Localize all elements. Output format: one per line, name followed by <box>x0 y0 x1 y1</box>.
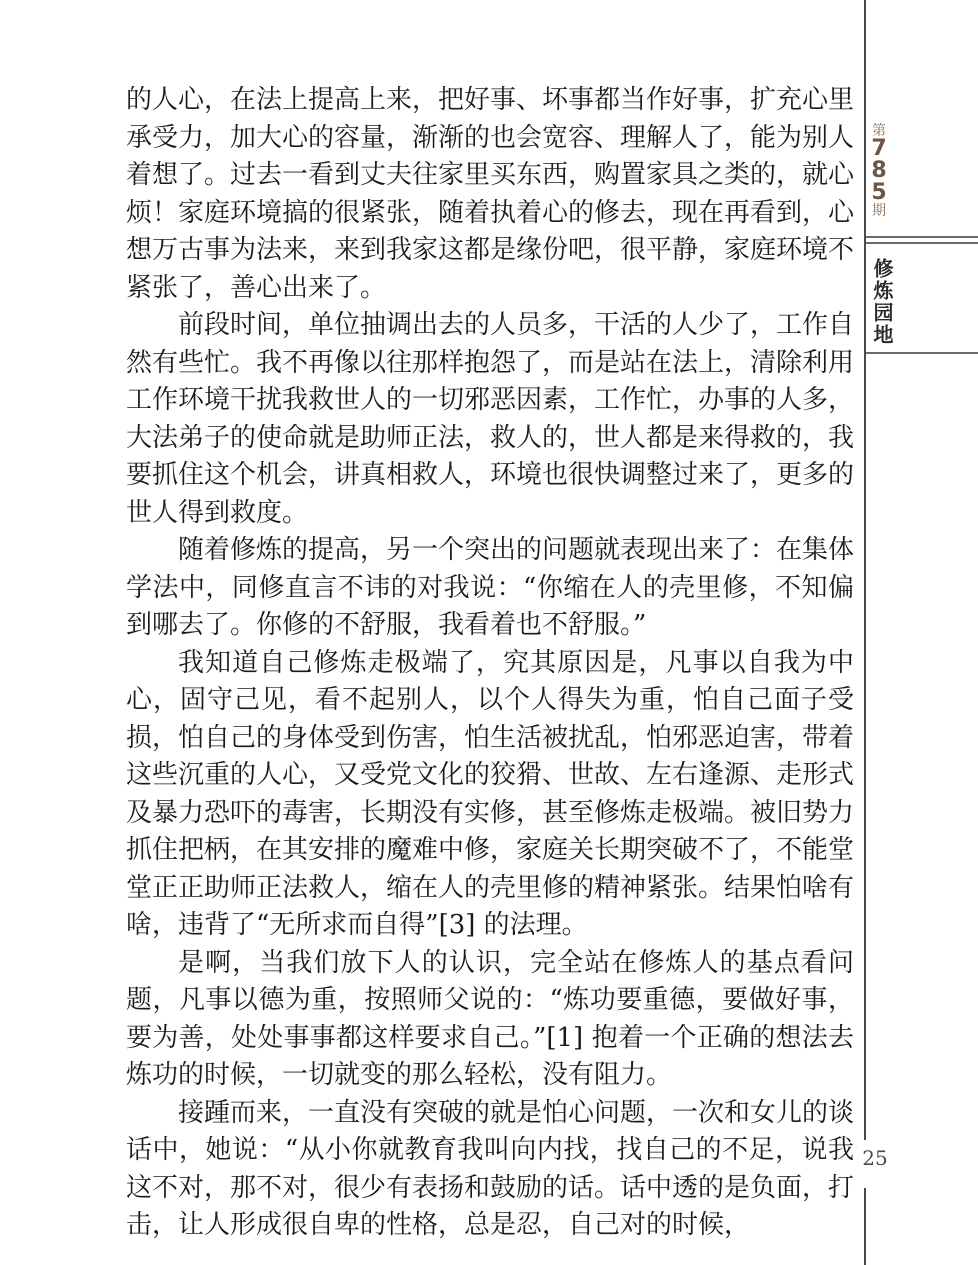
paragraph-1: 的人心，在法上提高上来，把好事、坏事都当作好事，扩充心里承受力，加大心的容量，渐渐的也会宽容、理解人了，能为别人着想了。过去一看到丈夫往家里买东西，购置家具之类的，就心烦！家庭环境搞的很紧张，随着执着心的修去，现在再看到，心想万古事为法来，来到我家这都是缘份吧，很平静，家庭环境不紧张了，善心出来了。 <box>126 85 855 303</box>
issue-marker <box>868 124 890 218</box>
sidebar-divider-bottom <box>866 242 978 244</box>
issue-digit-1: 7 <box>871 136 887 161</box>
issue-suffix: 期 <box>872 203 886 219</box>
article-body <box>126 82 854 1245</box>
paragraph-3: 随着修炼的提高，另一个突出的问题就表现出来了：在集体学法中，同修直言不讳的对我说：“你缩在人的壳里修，不知偏到哪去了。你修的不舒服，我看着也不舒服。” <box>126 535 855 640</box>
sidebar-divider-top <box>866 236 978 238</box>
paragraph-2: 前段时间，单位抽调出去的人员多，干活的人少了，工作自然有些忙。我不再像以往那样抱怨了，而是站在法上，清除利用工作环境干扰我救世人的一切邪恶因素，工作忙，办事的人多，大法弟子的使命就是助师正法，救人的，世人都是来得救的，我要抓住这个机会，讲真相救人，环境也很快调整过来了，更多的世人得到救度。 <box>126 310 855 528</box>
column-title: 修炼园地 <box>870 258 894 346</box>
issue-digit-2: 8 <box>871 158 887 183</box>
issue-digit-3: 5 <box>871 180 887 205</box>
paragraph-5: 是啊，当我们放下人的认识，完全站在修炼人的基点看问题，凡事以德为重，按照师父说的：“炼功要重德，要做好事，要为善，处处事事都这样要求自己。”[1] 抱着一个正确的想法去炼功的时候，一切就变的那么轻松，没有阻力。 <box>126 947 854 1090</box>
page-number: 25 <box>862 1146 888 1170</box>
paragraph-4: 我知道自己修炼走极端了，究其原因是，凡事以自我为中心，固守己见，看不起别人，以个人得失为重，怕自己面子受损，怕自己的身体受到伤害，怕生活被扰乱，怕邪恶迫害，带着这些沉重的人心，又受党文化的狡猾、世故、左右逢源、走形式及暴力恐吓的毒害，长期没有实修，甚至修炼走极端。被旧势力抓住把柄，在其安排的魔难中修，家庭关长期突破不了，不能堂堂正正助师正法救人，缩在人的壳里修的精神紧张。结果怕啥有啥，违背了“无所求而自得”[3] 的法理。 <box>126 647 855 940</box>
margin-rule-lower <box>864 1188 866 1265</box>
issue-prefix: 第 <box>872 123 886 139</box>
paragraph-6: 接踵而来，一直没有突破的就是怕心问题，一次和女儿的谈话中，她说：“从小你就教育我叫向内找，找自己的不足，说我这不对，那不对，很少有表扬和鼓励的话。话中透的是负面，打击，让人形成很自卑的性格，总是忍，自己对的时候， <box>126 1097 855 1240</box>
sidebar-bottom-rule <box>866 352 978 354</box>
